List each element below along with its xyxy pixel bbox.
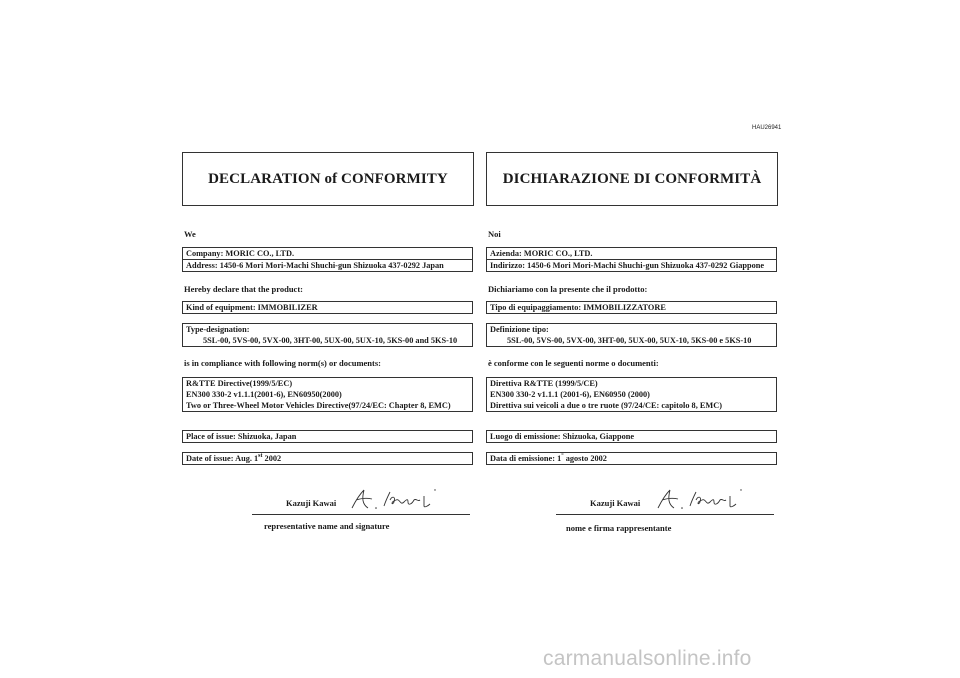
company-box [182,247,473,272]
document-code: HAU26941 [752,125,782,131]
norm-item: Direttiva R&TTE (1999/5/CE) [490,379,598,388]
date-ordinal: ° [561,453,564,460]
date-box [486,452,777,465]
signature-caption: representative name and signature [264,521,390,531]
hereby-label: Hereby declare that the product: [184,284,303,294]
declaration-title: DICHIARAZIONE DI CONFORMITÀ [486,152,778,206]
company-field: Company: MORIC CO., LTD. [186,249,295,258]
watermark: carmanualsonline.info [543,647,752,670]
type-models: 5SL-00, 5VS-00, 5VX-00, 3HT-00, 5UX-00, 5UX-10, 5KS-00 e 5KS-10 [507,336,752,345]
address-field: Indirizzo: 1450-6 Mori Mori-Machi Shuchi-gun Shizuoka 437-0292 Giappone [487,259,776,271]
signature-mark [652,486,748,514]
place-box [182,430,473,443]
norm-item: R&TTE Directive(1999/5/EC) [186,379,293,388]
compliance-label: is in compliance with following norm(s) or documents: [184,358,381,368]
equipment-box [486,301,777,314]
type-models: 5SL-00, 5VS-00, 5VX-00, 3HT-00, 5UX-00, 5UX-10, 5KS-00 and 5KS-10 [203,336,458,345]
signature-mark [346,486,442,514]
declaration-title: DECLARATION of CONFORMITY [182,152,474,206]
company-field: Azienda: MORIC CO., LTD. [490,249,593,258]
place-box [486,430,777,443]
address-field: Address: 1450-6 Mori Mori-Machi Shuchi-gun Shizuoka 437-0292 Japan [183,259,472,271]
signer-name: Kazuji Kawai [590,498,641,508]
date-ordinal: st [258,453,263,460]
compliance-label: è conforme con le seguenti norme o documenti: [488,358,659,368]
type-label: Type-designation: [186,325,250,334]
we-label: We [184,229,196,239]
norms-box [182,377,473,412]
place-field: Luogo di emissione: Shizuoka, Giappone [490,432,635,441]
type-box [486,323,777,347]
signature-line [556,514,774,515]
date-prefix: Data di emissione: 1 [490,454,562,463]
norm-item: EN300 330-2 v1.1.1(2001-6), EN60950(2000) [186,390,342,399]
date-field [487,453,776,464]
we-label: Noi [488,229,501,239]
hereby-label: Dichiariamo con la presente che il prodotto: [488,284,648,294]
norm-item: Direttiva sui veicoli a due o tre ruote (97/24/CE: capitolo 8, EMC) [490,401,722,410]
date-suffix: agosto 2002 [563,454,607,463]
norms-box [486,377,777,412]
date-field [183,453,472,464]
signature-caption: nome e firma rappresentante [566,523,672,533]
place-field: Place of issue: Shizuoka, Japan [186,432,297,441]
date-suffix: 2002 [262,454,282,463]
type-box [182,323,473,347]
signature-line [252,514,470,515]
type-label: Definizione tipo: [490,325,549,334]
equipment-field: Tipo di equipaggiamento: IMMOBILIZZATORE [490,303,666,312]
company-box [486,247,777,272]
date-box [182,452,473,465]
equipment-field: Kind of equipment: IMMOBILIZER [186,303,318,312]
norm-item: EN300 330-2 v1.1.1 (2001-6), EN60950 (2000) [490,390,650,399]
norm-item: Two or Three-Wheel Motor Vehicles Directive(97/24/EC: Chapter 8, EMC) [186,401,451,410]
equipment-box [182,301,473,314]
date-prefix: Date of issue: Aug. 1 [186,454,259,463]
signer-name: Kazuji Kawai [286,498,337,508]
